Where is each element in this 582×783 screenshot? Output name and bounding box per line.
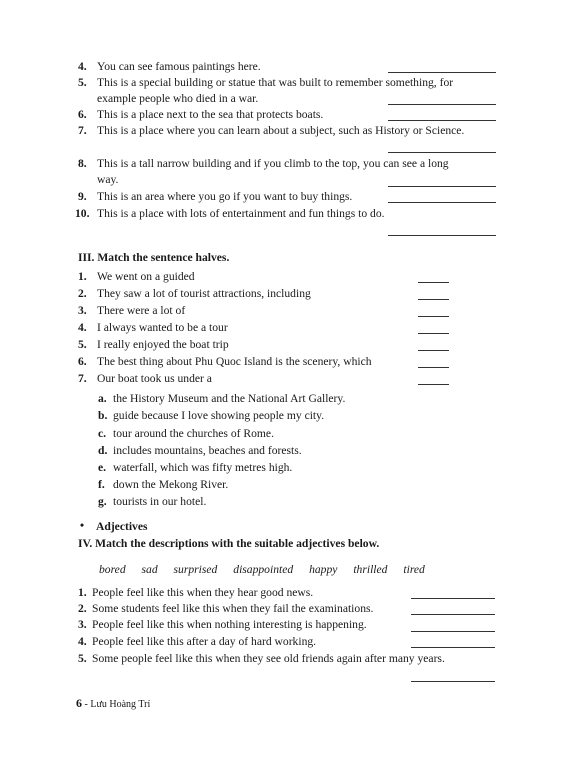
answer-blank[interactable] xyxy=(388,202,496,203)
adjectives-title: Adjectives xyxy=(96,520,148,533)
option-letter: a. xyxy=(98,392,107,405)
item-text: This is an area where you go if you want to buy things. xyxy=(97,190,353,203)
sentence-first-half: I really enjoyed the boat trip xyxy=(97,338,229,351)
sentence-first-half: The best thing about Phu Quoc Island is the scenery, which xyxy=(97,355,372,368)
sentence-second-half: includes mountains, beaches and forests. xyxy=(113,444,302,457)
answer-blank[interactable] xyxy=(388,72,496,73)
item-number: 6. xyxy=(78,355,87,368)
footer-separator: - xyxy=(82,699,91,710)
item-number: 8. xyxy=(78,157,87,170)
page-footer xyxy=(76,696,150,711)
item-number: 5. xyxy=(78,76,87,89)
item-number: 7. xyxy=(78,372,87,385)
answer-blank[interactable] xyxy=(388,104,496,105)
adjective-word: happy xyxy=(309,563,338,576)
item-number: 3. xyxy=(78,304,87,317)
item-number: 1. xyxy=(78,586,87,599)
match-blank[interactable] xyxy=(418,316,449,317)
option-letter: c. xyxy=(98,427,107,440)
adjective-word: sad xyxy=(141,563,158,576)
match-blank[interactable] xyxy=(418,333,449,334)
sentence-second-half: guide because I love showing people my city. xyxy=(113,409,325,422)
match-blank[interactable] xyxy=(418,299,449,300)
match-blank[interactable] xyxy=(418,367,449,368)
sentence-second-half: the History Museum and the National Art Gallery. xyxy=(113,392,346,405)
item-number: 2. xyxy=(78,287,87,300)
answer-blank[interactable] xyxy=(411,598,495,599)
item-number: 4. xyxy=(78,321,87,334)
item-number: 5. xyxy=(78,338,87,351)
answer-blank[interactable] xyxy=(411,647,495,648)
answer-blank[interactable] xyxy=(388,152,496,153)
item-number: 1. xyxy=(78,270,87,283)
item-number: 4. xyxy=(78,635,87,648)
sentence-first-half: There were a lot of xyxy=(97,304,186,317)
item-number: 4. xyxy=(78,60,87,73)
item-number: 7. xyxy=(78,124,87,137)
item-text: This is a place next to the sea that protects boats. xyxy=(97,108,324,121)
answer-blank[interactable] xyxy=(388,235,496,236)
item-number: 9. xyxy=(78,190,87,203)
option-letter: b. xyxy=(98,409,108,422)
adjective-word: bored xyxy=(99,563,126,576)
answer-blank[interactable] xyxy=(388,120,496,121)
match-blank[interactable] xyxy=(418,384,449,385)
item-number: 6. xyxy=(78,108,87,121)
option-letter: f. xyxy=(98,478,105,491)
item-text: People feel like this after a day of hard working. xyxy=(92,635,317,648)
bullet-icon: • xyxy=(80,519,85,532)
item-text: This is a tall narrow building and if you climb to the top, you can see a long xyxy=(97,157,449,170)
sentence-first-half: Our boat took us under a xyxy=(97,372,212,385)
item-text: This is a place with lots of entertainment and fun things to do. xyxy=(97,207,385,220)
section-4-heading: IV. Match the descriptions with the suitable adjectives below. xyxy=(78,537,380,550)
item-number: 10. xyxy=(75,207,90,220)
sentence-first-half: I always wanted to be a tour xyxy=(97,321,228,334)
item-text: People feel like this when nothing interesting is happening. xyxy=(92,618,367,631)
match-blank[interactable] xyxy=(418,282,449,283)
adjective-word: disappointed xyxy=(233,563,294,576)
footer-author: Lưu Hoàng Trí xyxy=(90,699,151,710)
sentence-first-half: They saw a lot of tourist attractions, including xyxy=(97,287,311,300)
item-text: This is a place where you can learn about a subject, such as History or Science. xyxy=(97,124,465,137)
option-letter: e. xyxy=(98,461,107,474)
item-text: Some students feel like this when they fail the examinations. xyxy=(92,602,374,615)
item-text: You can see famous paintings here. xyxy=(97,60,261,73)
item-number: 3. xyxy=(78,618,87,631)
match-blank[interactable] xyxy=(418,350,449,351)
option-letter: d. xyxy=(98,444,108,457)
sentence-first-half: We went on a guided xyxy=(97,270,195,283)
adjective-word-bank xyxy=(99,563,438,576)
page-number: 6 xyxy=(76,696,82,710)
item-text: This is a special building or statue that was built to remember something, for xyxy=(97,76,454,89)
adjective-word: tired xyxy=(403,563,425,576)
sentence-second-half: down the Mekong River. xyxy=(113,478,229,491)
adjective-word: surprised xyxy=(173,563,218,576)
answer-blank[interactable] xyxy=(411,614,495,615)
section-3-heading: III. Match the sentence halves. xyxy=(78,251,230,264)
sentence-second-half: tourists in our hotel. xyxy=(113,495,207,508)
answer-blank[interactable] xyxy=(388,186,496,187)
item-text: example people who died in a war. xyxy=(97,92,259,105)
answer-blank[interactable] xyxy=(411,681,495,682)
adjective-word: thrilled xyxy=(353,563,388,576)
sentence-second-half: tour around the churches of Rome. xyxy=(113,427,274,440)
item-text: People feel like this when they hear good news. xyxy=(92,586,314,599)
item-text: way. xyxy=(97,173,119,186)
item-number: 2. xyxy=(78,602,87,615)
answer-blank[interactable] xyxy=(411,631,495,632)
sentence-second-half: waterfall, which was fifty metres high. xyxy=(113,461,293,474)
item-number: 5. xyxy=(78,652,87,665)
item-text: Some people feel like this when they see old friends again after many years. xyxy=(92,652,445,665)
option-letter: g. xyxy=(98,495,107,508)
